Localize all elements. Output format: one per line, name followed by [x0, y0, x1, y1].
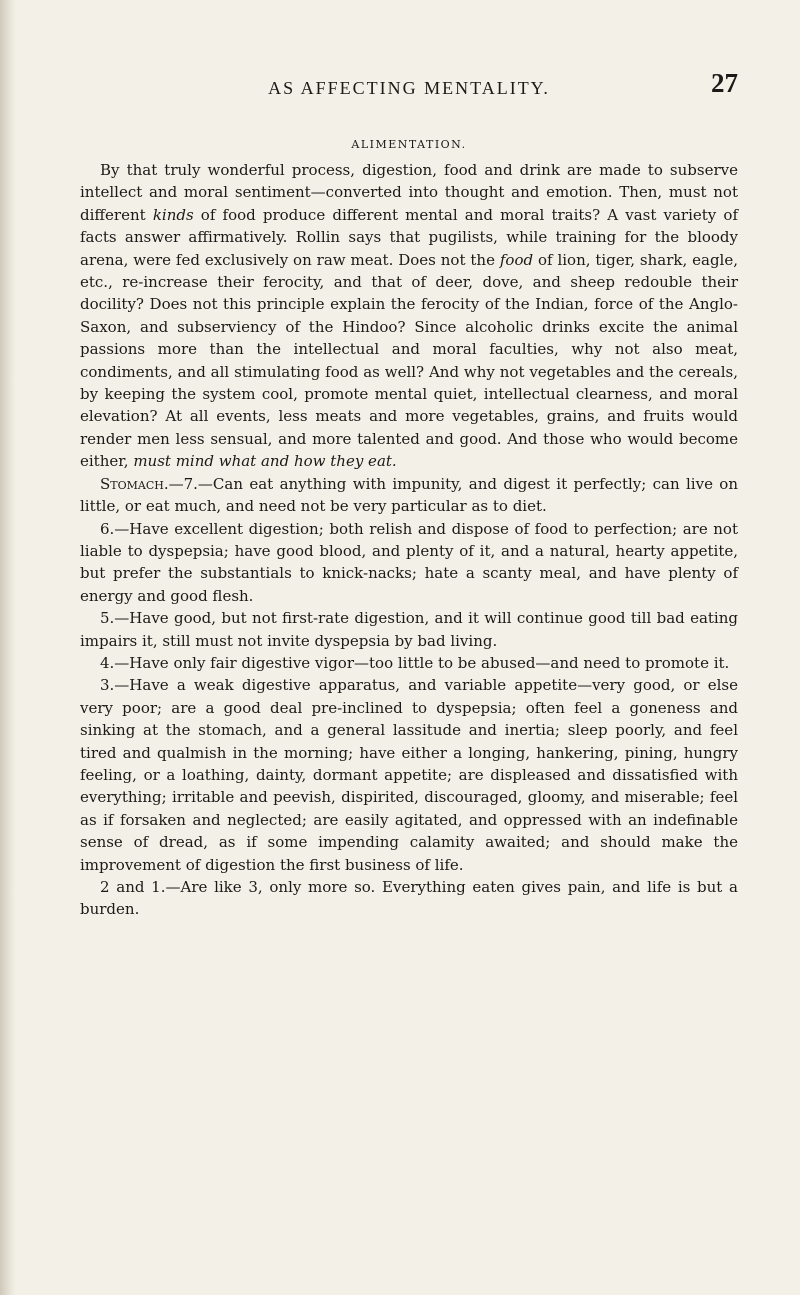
paragraph — [80, 607, 738, 652]
paragraph — [80, 652, 738, 674]
text-run: 6.—Have excellent digestion; both relish and dispose of food to perfection; are not liable to dyspepsia; have good blood, and plenty of it, and a natural, hearty appetite, but prefer the substantials to knick-nacks; hate a scanty meal, and have plenty of energy and good flesh. — [80, 519, 738, 605]
running-head — [80, 68, 738, 112]
text-run: 4.—Have only fair digestive vigor—too little to be abused—and need to promote it. — [100, 653, 730, 672]
page-number: 27 — [711, 68, 738, 98]
section-lead-word: Stomach. — [100, 474, 169, 493]
text-run: 3.—Have a weak digestive apparatus, and variable appetite—very good, or else very poor; are a good deal pre-inclined to dyspepsia; often feel a goneness and sinking at the stomach, and a general lassitude and inertia; sleep poorly, and feel tired and qualmish in the morning; have either a longing, hankering, pining, hungry feeling, or a loathing, dainty, dormant appetite; are displeased and dissatisfied with everything; irritable and peevish, dispirited, discouraged, gloomy, and miserable; feel as if forsaken and neglected; are easily agitated, and oppressed with an indefinable sense of dread, as if some impending calamity awaited; and should make the improvement of digestion the first business of life. — [80, 676, 738, 874]
text-run: By that truly wonderful process, digestion, food and drink are made to subserve intellect and moral sentiment—converted into thought and emotion. Then, must not different — [80, 161, 738, 224]
italic-phrase: kinds — [152, 205, 194, 224]
text-run: 5.—Have good, but not first-rate digestion, and it will continue good till bad eating impairs it, still must not invite dyspepsia by bad living. — [80, 609, 738, 650]
italic-phrase: must mind what and how they eat. — [133, 452, 397, 471]
text-run: of food produce different mental and moral traits? A vast variety of facts answer affirmatively. Rollin says that pugilists, while training for the bloody arena, were fed exclusively on raw meat. Does not the — [80, 205, 738, 269]
paragraph — [80, 473, 738, 518]
text-run: 2 and 1.—Are like 3, only more so. Everything eaten gives pain, and life is but a burden. — [80, 878, 738, 919]
paragraph — [80, 159, 738, 473]
italic-phrase: food — [499, 250, 534, 269]
body-text — [80, 159, 738, 921]
section-heading: ALIMENTATION. — [351, 138, 467, 151]
paragraph — [80, 674, 738, 876]
paragraph — [80, 876, 738, 921]
running-title: AS AFFECTING MENTALITY. — [268, 78, 550, 98]
text-run: —7.—Can eat anything with impunity, and digest it perfectly; can live on little, or eat much, and need not be very particular as to diet. — [80, 474, 738, 516]
text-run: of lion, tiger, shark, eagle, etc., re-increase their ferocity, and that of deer, dove, and sheep redouble their docility? Does not this principle explain the ferocity of the Indian, force of the Anglo-Saxon, and subserviency of the Hindoo? Since alcoholic drinks excite the animal passions more than the intellectual and moral faculties, why not also meat, condiments, and all stimulating food as well? And why not vegetables and the cereals, by keeping the system cool, promote mental quiet, intellectual clearness, and moral elevation? At all events, less meats and more vegetables, grains, and fruits would render men less sensual, and more talented and good. And those who would become either, — [80, 250, 738, 471]
paragraph — [80, 518, 738, 608]
